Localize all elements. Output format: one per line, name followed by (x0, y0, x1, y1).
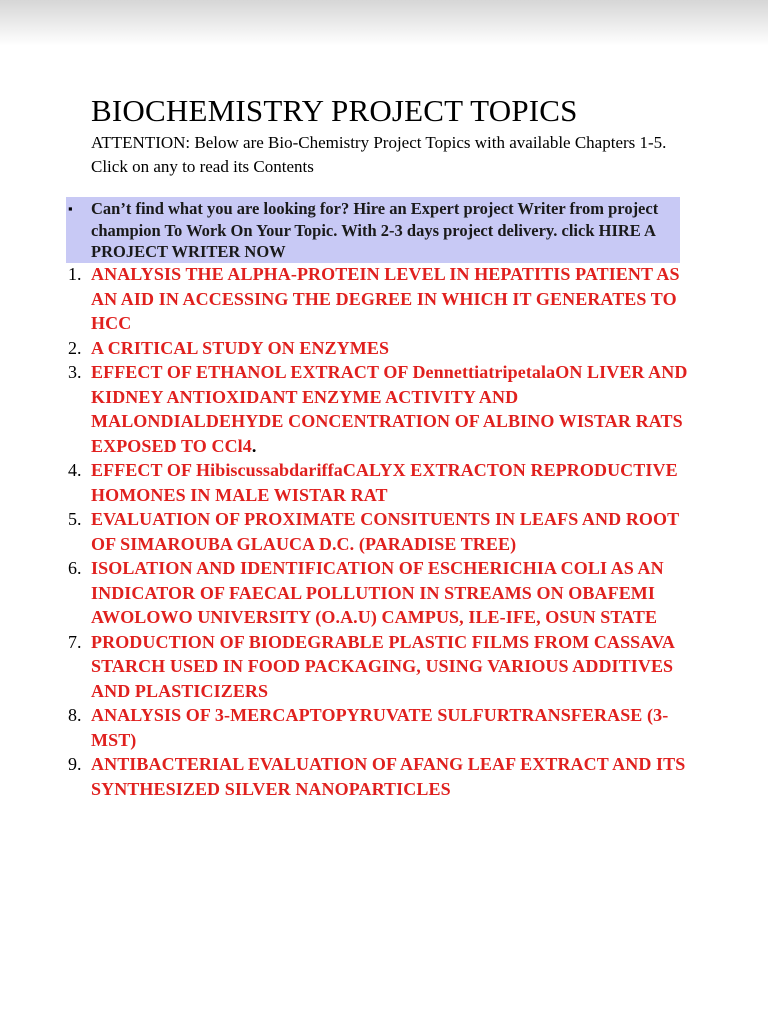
topic-item[interactable] (0, 360, 768, 458)
topic-link[interactable]: PRODUCTION OF BIODEGRABLE PLASTIC FILMS FROM CASSAVA STARCH USED IN FOOD PACKAGING, USING VARIOUS ADDITIVES AND PLASTICIZERS (91, 631, 674, 701)
topic-number: 2. (68, 337, 82, 358)
topic-link[interactable]: A CRITICAL STUDY ON ENZYMES (91, 337, 390, 358)
topic-link[interactable]: EFFECT OF HibiscussabdariffaCALYX EXTRACTON REPRODUCTIVE HOMONES IN MALE WISTAR RAT (91, 460, 678, 505)
hire-writer-notice[interactable] (66, 197, 680, 263)
topic-link[interactable]: ISOLATION AND IDENTIFICATION OF ESCHERICHIA COLI AS AN INDICATOR OF FAECAL POLLUTION IN STREAMS ON OBAFEMI AWOLOWO UNIVERSITY (O.A.U) CAMPUS, ILE-IFE, OSUN STATE (91, 558, 664, 627)
topic-number: 8. (68, 705, 82, 725)
topic-item[interactable] (0, 630, 768, 704)
topic-title: EFFECT OF ETHANOL EXTRACT OF DennettiatripetalaON LIVER AND KIDNEY ANTIOXIDANT ENZYME ACTIVITY AND MALONDIALDEHYDE CONCENTRATION OF ALBINO WISTAR RATS EXPOSED TO CCl4 (91, 362, 688, 456)
topic-link[interactable]: ANALYSIS THE ALPHA-PROTEIN LEVEL IN HEPATITIS PATIENT AS AN AID IN ACCESSING THE DEGREE IN WHICH IT GENERATES TO HCC (91, 264, 680, 333)
hire-writer-link[interactable]: Can’t find what you are looking for? Hire an Expert project Writer from project champion To Work On Your Topic. With 2-3 days project delivery. click HIRE A PROJECT WRITER NOW (91, 199, 659, 261)
top-shadow (0, 0, 768, 46)
topic-item[interactable] (0, 262, 768, 336)
topic-period: . (251, 435, 257, 456)
topic-number: 9. (68, 754, 82, 774)
topic-item[interactable] (0, 703, 768, 752)
topic-number: 3. (68, 362, 82, 382)
topic-number: 1. (68, 264, 82, 284)
topic-item[interactable] (0, 507, 768, 556)
topic-item[interactable] (0, 458, 768, 507)
topic-item[interactable] (0, 752, 768, 801)
bullet-icon: ▪ (68, 201, 73, 216)
topic-number: 7. (68, 631, 82, 652)
topic-item[interactable] (0, 556, 768, 630)
topic-number: 6. (68, 558, 82, 578)
topic-number: 4. (68, 460, 82, 480)
topic-link[interactable]: EVALUATION OF PROXIMATE CONSITUENTS IN LEAFS AND ROOT OF SIMAROUBA GLAUCA D.C. (PARADISE TREE) (91, 509, 679, 554)
topic-link[interactable] (91, 360, 691, 458)
topic-item[interactable] (0, 336, 768, 361)
topic-link[interactable]: ANALYSIS OF 3-MERCAPTOPYRUVATE SULFURTRANSFERASE (3-MST) (91, 705, 669, 750)
attention-paragraph: ATTENTION: Below are Bio-Chemistry Project Topics with available Chapters 1-5. Click on any to read its Contents (91, 133, 667, 176)
topic-link[interactable]: ANTIBACTERIAL EVALUATION OF AFANG LEAF EXTRACT AND ITS SYNTHESIZED SILVER NANOPARTICLES (91, 754, 686, 799)
topic-number: 5. (68, 509, 82, 529)
topic-list (0, 262, 768, 801)
page-title: BIOCHEMISTRY PROJECT TOPICS (91, 93, 578, 128)
